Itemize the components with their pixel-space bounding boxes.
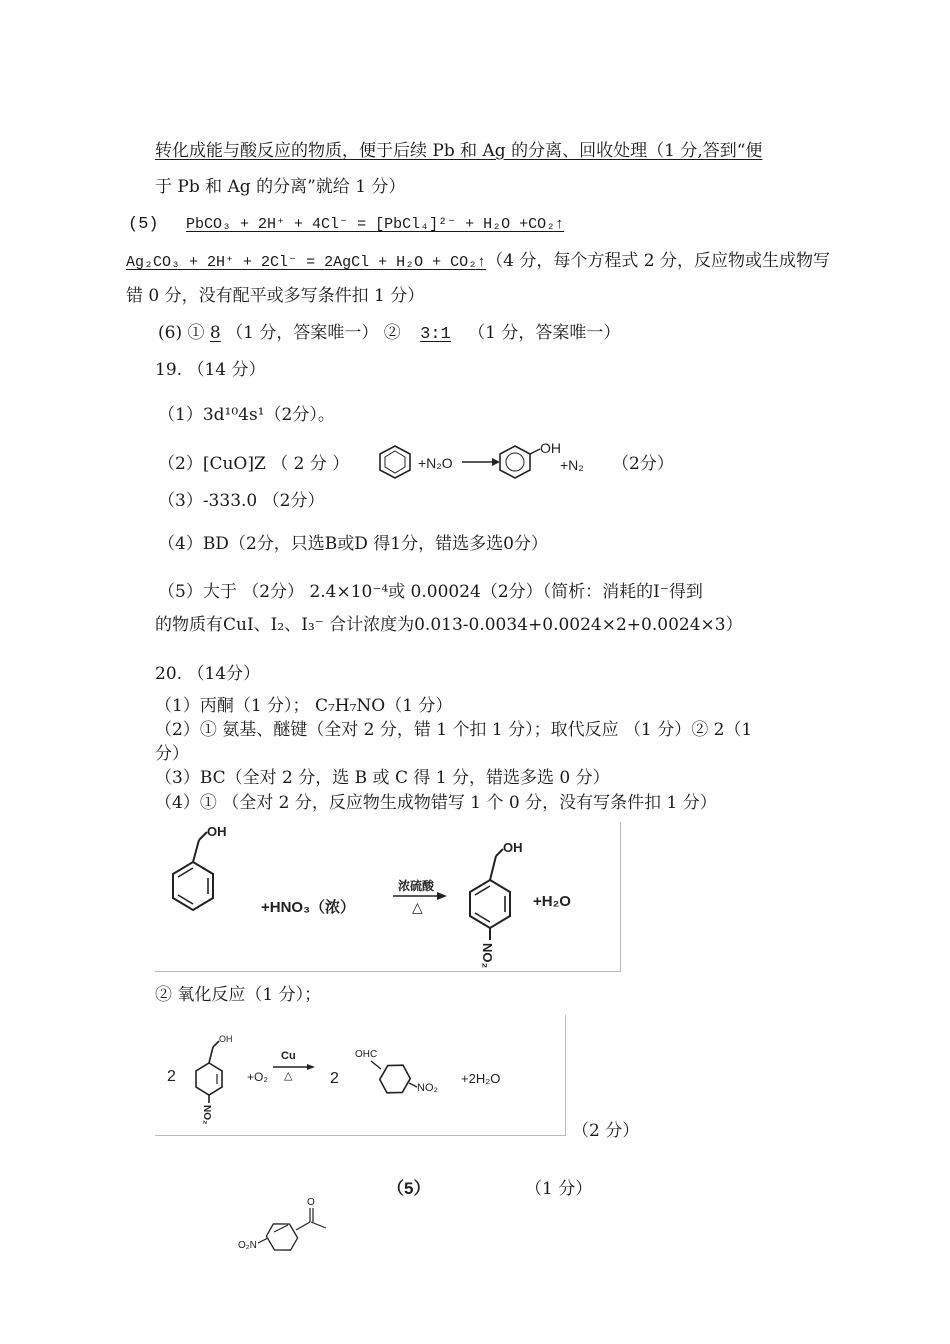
oh-label-1: OH xyxy=(207,824,227,839)
q6-a-label: (6) ① xyxy=(158,323,205,343)
score-2: （2 分） xyxy=(572,1121,640,1141)
line-1-text: 转化成能与酸反应的物质，便于后续 Pb 和 Ag 的分离、回收处理（1 分,答到“便 xyxy=(155,141,763,161)
q6-line xyxy=(158,322,620,346)
q5-note: （4 分，每个方程式 2 分，反应物或生成物写 xyxy=(486,251,830,271)
no2-label-3: NO₂ xyxy=(417,1082,438,1094)
oh-label: OH xyxy=(540,440,561,456)
no2-bond-4 xyxy=(409,1083,417,1087)
h2o-label-1: +H₂O xyxy=(533,893,571,910)
q19-3: （3）-333.0 （2分） xyxy=(158,491,325,511)
q19-5b: 的物质有CuI、I₂、I₃⁻ 合计浓度为0.013-0.0034+0.0024×2+0.0024×3） xyxy=(155,615,743,635)
product-n2: +N₂ xyxy=(560,457,584,473)
q6-b-note: （1 分，答案唯一） xyxy=(468,323,621,343)
delta-label: △ xyxy=(284,1070,293,1082)
nitroacetophenone-structure xyxy=(232,1192,352,1262)
oh-label-2: OH xyxy=(503,840,523,855)
benzene-ring-2 xyxy=(470,880,510,928)
o2-label: +O₂ xyxy=(247,1070,268,1084)
nitration-figure xyxy=(155,822,621,972)
q19-2-score: （2分） xyxy=(612,454,674,474)
coefficient-1: 2 xyxy=(167,1068,176,1085)
ohc-label: OHC xyxy=(355,1049,378,1060)
benzene-ring-product xyxy=(500,446,530,478)
ch2-bond-2 xyxy=(490,856,496,880)
hno3-label: +HNO₃（浓） xyxy=(261,899,356,916)
q6-a-answer: 8 xyxy=(209,323,221,343)
benzene-ring-4 xyxy=(376,1059,415,1100)
q20-3: （3）BC（全对 2 分，选 B 或 C 得 1 分，错选多选 0 分） xyxy=(155,768,610,788)
q20-heading: 20. （14分） xyxy=(155,664,261,684)
benzene-ring-5 xyxy=(262,1217,301,1257)
no2-label-1: NO₂ xyxy=(480,943,495,969)
nitration-scheme xyxy=(155,822,620,971)
benzene-ring-1 xyxy=(173,862,213,910)
ch2-bond-3 xyxy=(209,1047,213,1063)
q5-equation-1: PbCO₃ + 2H⁺ + 4Cl⁻ = [PbCl₄]²⁻ + H₂O +CO₂↑ xyxy=(186,216,565,233)
cho-bond xyxy=(371,1061,381,1069)
q6-b-answer: 3:1 xyxy=(420,325,451,344)
q19-1: （1）3d¹⁰4s¹（2分）。 xyxy=(158,405,335,425)
q20-2a: （2）① 氨基、醚键（全对 2 分，错 1 个扣 1 分）；取代反应 （1 分）② 2（1 xyxy=(155,720,753,740)
cu-label: Cu xyxy=(281,1050,296,1062)
q20-1: （1）丙酮（1 分）； C₇H₇NO（1 分） xyxy=(155,696,453,716)
q20-4: （4）① （全对 2 分，反应物生成物错写 1 个 0 分，没有写条件扣 1 分） xyxy=(155,793,717,813)
q19-5a: （5）大于 （2分） 2.4×10⁻⁴或 0.00024（2分）（简析：消耗的I⁻得到 xyxy=(158,582,703,602)
no2-label-2: NO₂ xyxy=(201,1105,212,1125)
q19-2: （2）[CuO]Z （ 2 分 ） xyxy=(158,454,350,474)
benzene-ring-3 xyxy=(196,1063,222,1095)
q20-5-score: （1 分） xyxy=(525,1179,593,1199)
oxidation-arrowhead xyxy=(307,1064,315,1070)
coefficient-2: 2 xyxy=(330,1070,339,1087)
q5-line-2 xyxy=(126,250,830,274)
h2o-label-2: +2H₂O xyxy=(461,1071,501,1086)
o2n-label: O₂N xyxy=(238,1240,257,1251)
q19-heading: 19. （14 分） xyxy=(155,360,266,380)
oh-bond xyxy=(530,449,540,454)
ch2-bond-1 xyxy=(193,840,199,862)
oxidation-figure xyxy=(155,1015,566,1136)
n-ring-bond xyxy=(258,1238,268,1243)
line-2 xyxy=(155,176,405,198)
oxidation-scheme xyxy=(155,1015,565,1135)
condition-bottom: △ xyxy=(412,899,423,915)
oh-bond-1 xyxy=(199,832,207,840)
q20-2b: 分） xyxy=(155,744,189,764)
q20-5: （5） xyxy=(387,1179,431,1198)
benzene-inner-reactant xyxy=(385,451,405,473)
line-2-text: 于 Pb 和 Ag 的分离”就给 1 分） xyxy=(155,177,406,197)
line-1 xyxy=(155,140,762,162)
q5-number: (5) xyxy=(128,215,159,234)
q6-a-note: （1 分，答案唯一） ② xyxy=(226,323,401,343)
aromatic-circle-product xyxy=(506,453,524,471)
ring-5-inner xyxy=(274,1225,288,1232)
q5-equation-2: Ag₂CO₃ + 2H⁺ + 2Cl⁻ = 2AgCl + H₂O + CO₂↑ xyxy=(126,254,487,271)
oh-bond-2 xyxy=(496,849,503,856)
reaction-arrowhead xyxy=(492,458,500,466)
methyl-bond xyxy=(311,1222,326,1228)
condition-top: 浓硫酸 xyxy=(398,879,435,893)
oh-label-3: OH xyxy=(219,1034,233,1044)
q20-4b: ② 氧化反应（1 分）； xyxy=(155,985,322,1005)
q5-note-2: 错 0 分，没有配平或多写条件扣 1 分） xyxy=(126,286,425,306)
carbonyl-o-label: O xyxy=(307,1197,315,1208)
ring-carbonyl-bond xyxy=(296,1222,310,1230)
q19-4: （4）BD（2分，只选B或D 得1分，错选多选0分） xyxy=(158,534,548,554)
reagent-n2o: +N₂O xyxy=(418,455,453,471)
nitration-arrowhead xyxy=(437,892,447,900)
